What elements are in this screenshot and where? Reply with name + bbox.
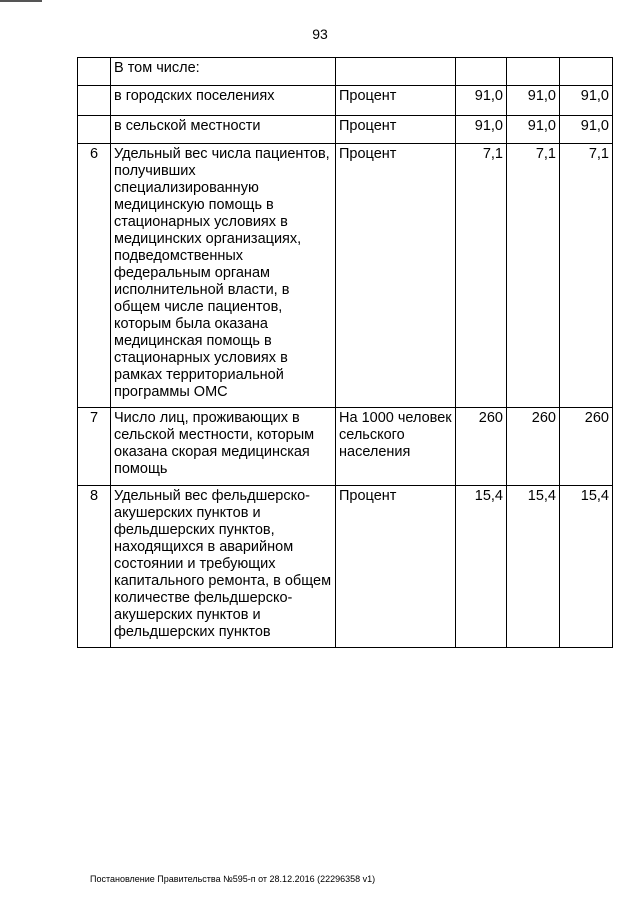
value-year-3: 15,4 (560, 486, 613, 648)
row-number: 6 (78, 144, 111, 408)
table-row (78, 144, 613, 408)
value-year-1: 91,0 (456, 86, 507, 116)
value-year-1: 7,1 (456, 144, 507, 408)
table-row (78, 408, 613, 486)
value-year-2 (507, 58, 560, 86)
table-row (78, 86, 613, 116)
value-year-1: 260 (456, 408, 507, 486)
value-year-3: 260 (560, 408, 613, 486)
value-year-1 (456, 58, 507, 86)
indicator-description: Удельный вес числа пациентов, получивших специализированную медицинскую помощь в стационарных условиях в медицинских организациях, подведомственных федеральным органам исполнительной власти, в общем числе пациентов, которым была оказана медицинская помощь в стационарных условиях в рамках территориальной программы ОМС (111, 144, 336, 408)
table-row (78, 486, 613, 648)
row-number (78, 86, 111, 116)
unit-cell: Процент (336, 486, 456, 648)
unit-cell (336, 58, 456, 86)
table-row (78, 116, 613, 144)
document-footer: Постановление Правительства №595-п от 28.12.2016 (22296358 v1) (90, 874, 376, 884)
unit-cell: Процент (336, 86, 456, 116)
row-number: 7 (78, 408, 111, 486)
indicator-description: В том числе: (111, 58, 336, 86)
value-year-2: 15,4 (507, 486, 560, 648)
row-number: 8 (78, 486, 111, 648)
value-year-2: 91,0 (507, 116, 560, 144)
indicator-description: Удельный вес фельдшерско-акушерских пунктов и фельдшерских пунктов, находящихся в аварийном состоянии и требующих капитального ремонта, в общем количестве фельдшерско-акушерских пунктов и фельдшерских пунктов (111, 486, 336, 648)
value-year-3: 7,1 (560, 144, 613, 408)
indicator-description: Число лиц, проживающих в сельской местности, которым оказана скорая медицинская помощь (111, 408, 336, 486)
indicator-description: в городских поселениях (111, 86, 336, 116)
corner-mark (0, 0, 42, 2)
value-year-3: 91,0 (560, 116, 613, 144)
value-year-3: 91,0 (560, 86, 613, 116)
indicator-description: в сельской местности (111, 116, 336, 144)
unit-cell: Процент (336, 144, 456, 408)
unit-cell: Процент (336, 116, 456, 144)
page-number: 93 (312, 26, 328, 42)
unit-cell: На 1000 человек сельского населения (336, 408, 456, 486)
indicator-table (77, 57, 613, 648)
value-year-2: 7,1 (507, 144, 560, 408)
value-year-1: 15,4 (456, 486, 507, 648)
value-year-3 (560, 58, 613, 86)
value-year-2: 91,0 (507, 86, 560, 116)
value-year-1: 91,0 (456, 116, 507, 144)
table-row (78, 58, 613, 86)
value-year-2: 260 (507, 408, 560, 486)
row-number (78, 58, 111, 86)
row-number (78, 116, 111, 144)
